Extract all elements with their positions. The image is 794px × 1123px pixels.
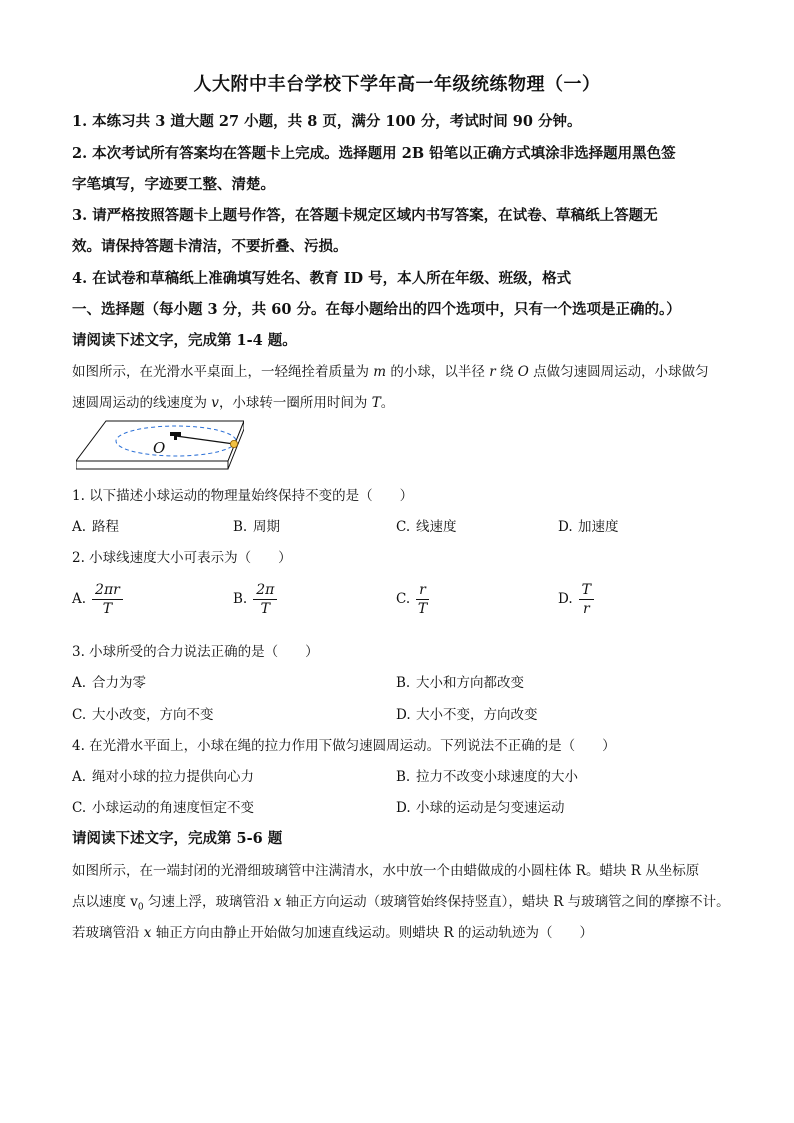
q4-option-b[interactable]: B. 拉力不改变小球速度的大小 — [396, 769, 578, 785]
page-title: 人大附中丰台学校下学年高一年级统练物理（一） — [193, 74, 601, 95]
reading-instruction-2: 请阅读下述文字，完成第 5-6 题 — [72, 830, 283, 847]
q4-option-c[interactable]: C. 小球运动的角速度恒定不变 — [72, 800, 254, 816]
note-2: 2. 本次考试所有答案均在答题卡上完成。选择题用 2B 铅笔以正确方式填涂非选择题用黑色签 — [72, 145, 676, 162]
fraction-b: $\frac{2\pi}{T}$ — [253, 582, 277, 617]
note-3: 3. 请严格按照答题卡上题号作答，在答题卡规定区域内书写答案，在试卷、草稿纸上答题无 — [72, 207, 658, 224]
passage-2-line-1: 如图所示，在一端封闭的光滑细玻璃管中注满清水，水中放一个由蜡做成的小圆柱体 R。蜡块 R 从坐标原 — [72, 863, 700, 879]
q3-option-b[interactable]: B. 大小和方向都改变 — [396, 675, 524, 691]
question-1-stem: 1. 以下描述小球运动的物理量始终保持不变的是（ ） — [72, 488, 414, 504]
fraction-d: $\frac{T}{r}$ — [579, 582, 594, 617]
question-4-stem: 4. 在光滑水平面上，小球在绳的拉力作用下做匀速圆周运动。下列说法不正确的是（ ） — [72, 738, 616, 754]
note-4: 4. 在试卷和草稿纸上准确填写姓名、教育 ID 号，本人所在年级、班级，格式 — [72, 270, 572, 287]
q3-option-c[interactable]: C. 大小改变，方向不变 — [72, 707, 214, 723]
fraction-c: $\frac{r}{T}$ — [417, 582, 428, 617]
note-2-cont: 字笔填写，字迹要工整、清楚。 — [72, 176, 275, 193]
q2-option-d[interactable]: D. $\frac{T}{r}$ — [558, 582, 594, 617]
q1-option-b[interactable]: B. 周期 — [233, 519, 280, 535]
table-front-edge — [76, 461, 228, 469]
fraction-a: $\frac{2\pi r}{T}$ — [92, 582, 123, 617]
reading-instruction-1: 请阅读下述文字，完成第 1-4 题。 — [72, 332, 297, 349]
q4-option-d[interactable]: D. 小球的运动是匀变速运动 — [396, 800, 565, 816]
center-label-o: O — [153, 439, 166, 457]
q3-option-d[interactable]: D. 大小不变，方向改变 — [396, 707, 538, 723]
question-2-stem: 2. 小球线速度大小可表示为（ ） — [72, 550, 292, 566]
passage-2-line-2: 点以速度 $v_0$ 匀速上浮，玻璃管沿 x 轴正方向运动（玻璃管始终保持竖直），蜡块 R 与玻璃管之间的摩擦不计。 — [72, 894, 730, 913]
section-heading: 一、选择题（每小题 3 分，共 60 分。在每小题给出的四个选项中，只有一个选项是正确的。） — [72, 301, 681, 318]
q4-option-a[interactable]: A. 绳对小球的拉力提供向心力 — [72, 769, 254, 785]
q2-option-c[interactable]: C. $\frac{r}{T}$ — [396, 582, 428, 617]
pin-post — [174, 435, 177, 440]
passage-1-line-2: 速圆周运动的线速度为 v，小球转一圈所用时间为 T。 — [72, 395, 395, 411]
note-1: 1. 本练习共 3 道大题 27 小题，共 8 页，满分 100 分，考试时间 90 分钟。 — [72, 113, 582, 130]
q1-option-d[interactable]: D. 加速度 — [558, 519, 619, 535]
q1-option-a[interactable]: A. 路程 — [72, 519, 119, 535]
passage-1-line-1: 如图所示，在光滑水平桌面上，一轻绳拴着质量为 m 的小球，以半径 r 绕 O 点做匀速圆周运动，小球做匀 — [72, 364, 709, 380]
ball — [230, 440, 237, 447]
q2-option-b[interactable]: B. $\frac{2\pi}{T}$ — [233, 582, 277, 617]
circular-motion-figure — [76, 417, 244, 473]
q2-option-a[interactable]: A. $\frac{2\pi r}{T}$ — [72, 582, 123, 617]
note-3-cont: 效。请保持答题卡清洁，不要折叠、污损。 — [72, 238, 348, 255]
question-3-stem: 3. 小球所受的合力说法正确的是（ ） — [72, 644, 319, 660]
passage-2-line-3: 若玻璃管沿 x 轴正方向由静止开始做匀加速直线运动。则蜡块 R 的运动轨迹为（ ） — [72, 925, 593, 941]
q3-option-a[interactable]: A. 合力为零 — [72, 675, 146, 691]
q1-option-c[interactable]: C. 线速度 — [396, 519, 457, 535]
